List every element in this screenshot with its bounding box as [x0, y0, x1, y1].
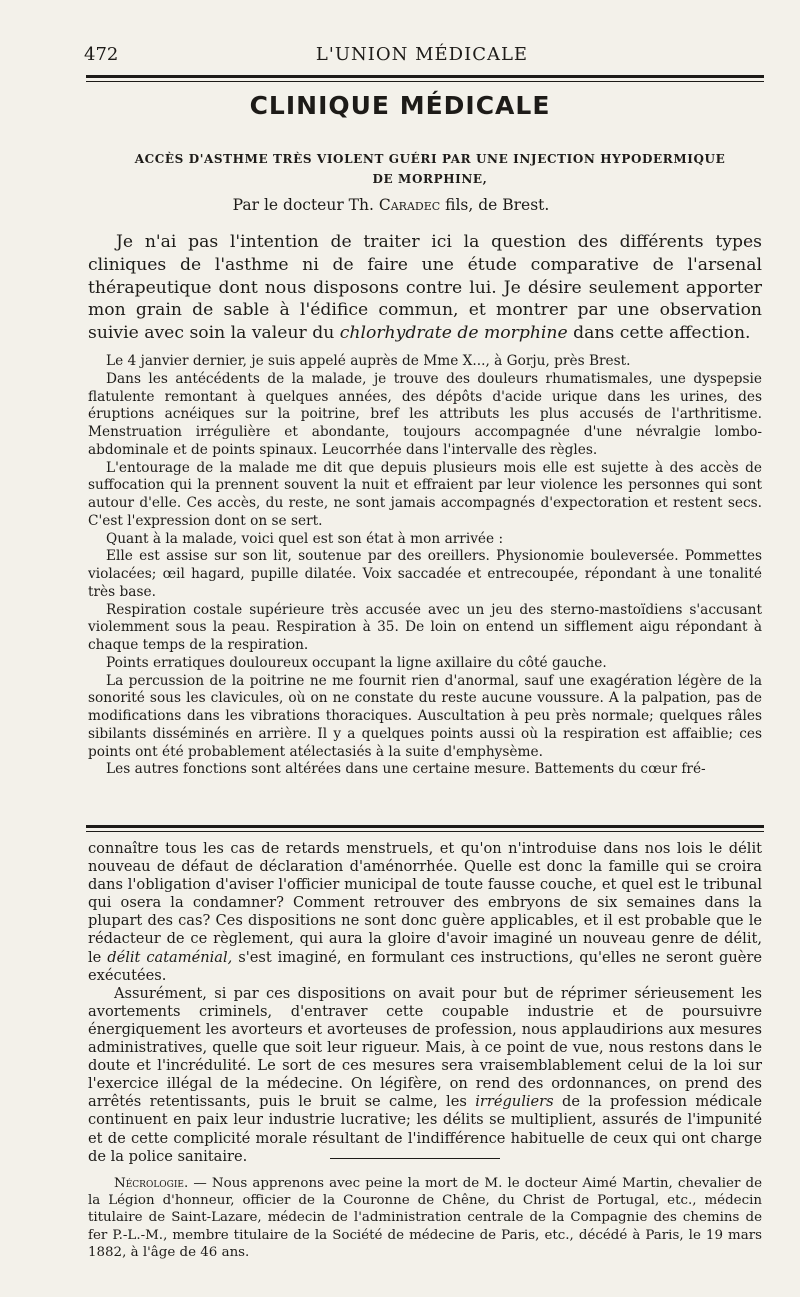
body-paragraph: Les autres fonctions sont altérées dans une certaine mesure. Battements du cœur fré- — [106, 761, 706, 778]
body-paragraph: Elle est assise sur son lit, soutenue par des oreillers. Physionomie bouleversée. Pommettes violacées; œil hagard, pupille dilatée. Voix saccadée et entrecoupée, répondant à une tonalité très base. — [88, 548, 762, 600]
feuilleton-text-end: de la profession médicale continuent en paix leur industrie lucrative; les délits se multiplient, assurés de l'impunité et de cette complicité morale résultant de l'indifférence habituelle de ceux qui ont charge de la police sanitaire. — [88, 1093, 763, 1165]
body-paragraph: Dans les antécédents de la malade, je trouve des douleurs rhumatismales, une dyspepsie flatulente remontant à quelques années, des dépôts d'acide urique dans les urines, des éruptions acnéiques sur la poitrine, bref les attributs les plus accusés de l'arthritisme. Menstruation irrégulière et abondante, toujours accompagnée d'une névralgie lombo-abdominale et de points spinaux. Leucorrhée dans l'intervalle des règles. — [88, 370, 762, 458]
article-byline — [0, 196, 782, 214]
feuilleton-text: Assurément, si par ces dispositions on avait pour but de réprimer sérieusement les avortements criminels, d'entraver cette coupable industrie et de poursuivre énergiquement les avorteurs et avorteuses de profession, nous applaudirions aux mesures administratives, quelle que soit leur rigueur. Mais, à ce point de vue, nous restons dans le doute et l'incrédulité. Le sort de ces mesures sera vraisemblablement celui de la loi sur l'exercice illégal de la médecine. On légifère, on rend des ordonnances, on prend des arrêtés retentissants, puis le bruit se calme, les — [88, 984, 762, 1111]
article-body — [88, 353, 762, 779]
page-number: 472 — [84, 44, 119, 65]
necrologie-label: Nécrologie. — [114, 1176, 189, 1191]
intro-paragraph — [88, 231, 762, 345]
feuilleton-text-end: s'est imaginé, en formulant ces instructions, qu'elles ne seront guère exécutées. — [88, 948, 763, 984]
intro-emphasis: chlorhydrate de morphine — [339, 323, 568, 344]
byline-author: Caradec — [378, 196, 441, 214]
header-rule-thin — [86, 81, 764, 82]
feuilleton-emphasis: irréguliers — [475, 1093, 554, 1111]
feuilleton-rule — [86, 825, 764, 828]
body-paragraph: Quant à la malade, voici quel est son état à mon arrivée : — [106, 530, 504, 547]
byline-suffix: fils, de Brest. — [445, 196, 550, 214]
running-head: L'UNION MÉDICALE — [315, 44, 529, 65]
article-title-line2: DE MORPHINE, — [372, 172, 488, 186]
section-divider — [330, 1158, 500, 1159]
necrologie-paragraph — [88, 1175, 762, 1261]
feuilleton-body — [88, 840, 762, 1166]
article-intro — [88, 231, 762, 345]
feuilleton-emphasis: délit cataménial, — [107, 948, 233, 966]
body-paragraph: L'entourage de la malade me dit que depuis plusieurs mois elle est sujette à des accès de suffocation qui la prennent souvent la nuit et effraient par leur violence les personnes qui sont autour d'elle. Ces accès, du reste, ne sont jamais accompagnés d'expectoration et restent secs. C'est l'expression dont on se sert. — [88, 459, 762, 529]
body-paragraph: Respiration costale supérieure très accusée avec un jeu des sterno-mastoïdiens s'accusant violemment sous la peau. Respiration à 35. De loin on entend un sifflement aigu répondant à chaque temps de la respiration. — [88, 601, 762, 653]
article-title — [120, 149, 740, 189]
feuilleton-rule-thin — [86, 831, 764, 832]
feuilleton-paragraph — [88, 840, 762, 985]
feuilleton-paragraph — [88, 985, 762, 1166]
feuilleton-text: connaître tous les cas de retards menstruels, et qu'on n'introduise dans nos lois le délit nouveau de défaut de déclaration d'aménorrhée. Quelle est donc la famille qui se croira dans l'obligation d'aviser l'officier municipal de toute fausse couche, et quel est le tribunal qui osera la condamner? Comment retrouver des embryons de six semaines dans la plupart des cas? Ces dispositions ne sont donc guère applicables, et il est probable que le rédacteur de ce règlement, qui aura la gloire d'avoir imaginé un nouveau genre de délit, le — [88, 840, 762, 966]
byline-prefix: Par le docteur Th. — [232, 196, 374, 214]
header-rule — [86, 75, 764, 78]
body-paragraph: La percussion de la poitrine ne me fournit rien d'anormal, sauf une exagération légère de la sonorité sous les clavicules, où on ne constate du reste aucune voussure. A la palpation, pas de modifications dans les vibrations thoraciques. Auscultation à peu près normale; quelques râles sibilants disséminés en arrière. Il y a quelques points aussi où la respiration est affaiblie; ces points ont été probablement atélectasiés à la suite d'emphysème. — [88, 672, 762, 760]
necrologie-notice — [88, 1175, 762, 1261]
article-title-line1: ACCÈS D'ASTHME TRÈS VIOLENT GUÉRI PAR UNE INJECTION HYPODERMIQUE — [134, 152, 726, 166]
intro-text-end: dans cette affection. — [573, 323, 751, 344]
intro-text: Je n'ai pas l'intention de traiter ici la question des différents types cliniques de l'asthme ni de faire une étude comparative de l'arsenal thérapeutique dont nous disposons contre lui. Je désire seulement apporter mon grain de sable à l'édifice commun, et montrer par une observation suivie avec soin la valeur du — [88, 232, 762, 344]
necrologie-text: — Nous apprenons avec peine la mort de M. le docteur Aimé Martin, chevalier de la Légion d'honneur, officier de la Couronne de Chêne, du Christ de Portugal, etc., médecin titulaire de Saint-Lazare, médecin de l'administration centrale de la Compagnie des chemins de fer P.-L.-M., membre titulaire de la Société de médecine de Paris, etc., décédé à Paris, le 19 mars 1882, à l'âge de 46 ans. — [88, 1176, 762, 1260]
section-title: CLINIQUE MÉDICALE — [249, 91, 551, 120]
body-paragraph: Points erratiques douloureux occupant la ligne axillaire du côté gauche. — [106, 654, 607, 671]
page-header — [84, 44, 760, 70]
body-paragraph: Le 4 janvier dernier, je suis appelé auprès de Mme X..., à Gorju, près Brest. — [106, 353, 631, 369]
